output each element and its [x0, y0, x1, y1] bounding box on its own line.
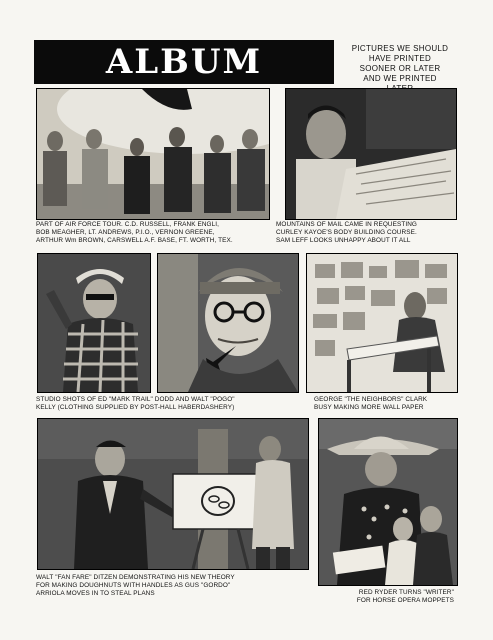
caption-mail-pile [276, 221, 417, 245]
photo-air-force-tour [36, 88, 270, 220]
caption-air-force-tour [36, 221, 233, 245]
subtitle-line: SOONER OR LATER [359, 64, 441, 73]
caption-line: RED RYDER TURNS "WRITER" [358, 589, 454, 596]
photo-red-ryder [318, 418, 458, 586]
caption-line: CURLEY KAYOE'S BODY BUILDING COURSE. [276, 229, 417, 236]
caption-line: WALT "FAN FARE" DITZEN DEMONSTRATING HIS NEW THEORY [36, 574, 235, 581]
caption-line: GEORGE "THE NEIGHBORS" CLARK [314, 396, 428, 403]
subtitle-line: PICTURES WE SHOULD [351, 44, 449, 53]
caption-line: KELLY (CLOTHING SUPPLIED BY POST-HALL HABERDASHERY) [36, 404, 235, 411]
photo-walt-kelly [157, 253, 299, 393]
page-subtitle [340, 44, 460, 94]
caption-line: MOUNTAINS OF MAIL CAME IN REQUESTING [276, 221, 418, 228]
caption-line: SAM LEFF LOOKS UNHAPPY ABOUT IT ALL [276, 237, 411, 244]
caption-line: ARTHUR Wm BROWN, CARSWELL A.F. BASE, FT. WORTH, TEX. [36, 237, 233, 244]
photo-ed-dodd [37, 253, 151, 393]
caption-george-clark [314, 396, 427, 412]
caption-line: ARRIOLA MOVES IN TO STEAL PLANS [36, 590, 155, 597]
photo-mail-pile [285, 88, 457, 220]
caption-line: BUSY MAKING MORE WALL PAPER [314, 404, 424, 411]
caption-red-ryder [336, 589, 454, 605]
caption-line: FOR HORSE OPERA MOPPETS [356, 597, 454, 604]
page-title-banner: ALBUM [34, 40, 334, 84]
caption-line: FOR MAKING DOUGHNUTS WITH HANDLES AS GUS "GORDO" [36, 582, 231, 589]
caption-line: PART OF AIR FORCE TOUR. C.D. RUSSELL, FRANK ENGLI, [36, 221, 220, 228]
subtitle-line: AND WE PRINTED [363, 74, 437, 83]
photo-walt-ditzen [37, 418, 309, 570]
photo-george-clark [306, 253, 458, 393]
caption-studio-shots [36, 396, 235, 412]
caption-line: STUDIO SHOTS OF ED "MARK TRAIL" DODD AND WALT "POGO" [36, 396, 235, 403]
subtitle-line: HAVE PRINTED [368, 54, 432, 63]
caption-line: BOB MEAGHER, LT. ANDREWS, P.I.O., VERNON GREENE, [36, 229, 215, 236]
caption-walt-ditzen [36, 574, 235, 598]
